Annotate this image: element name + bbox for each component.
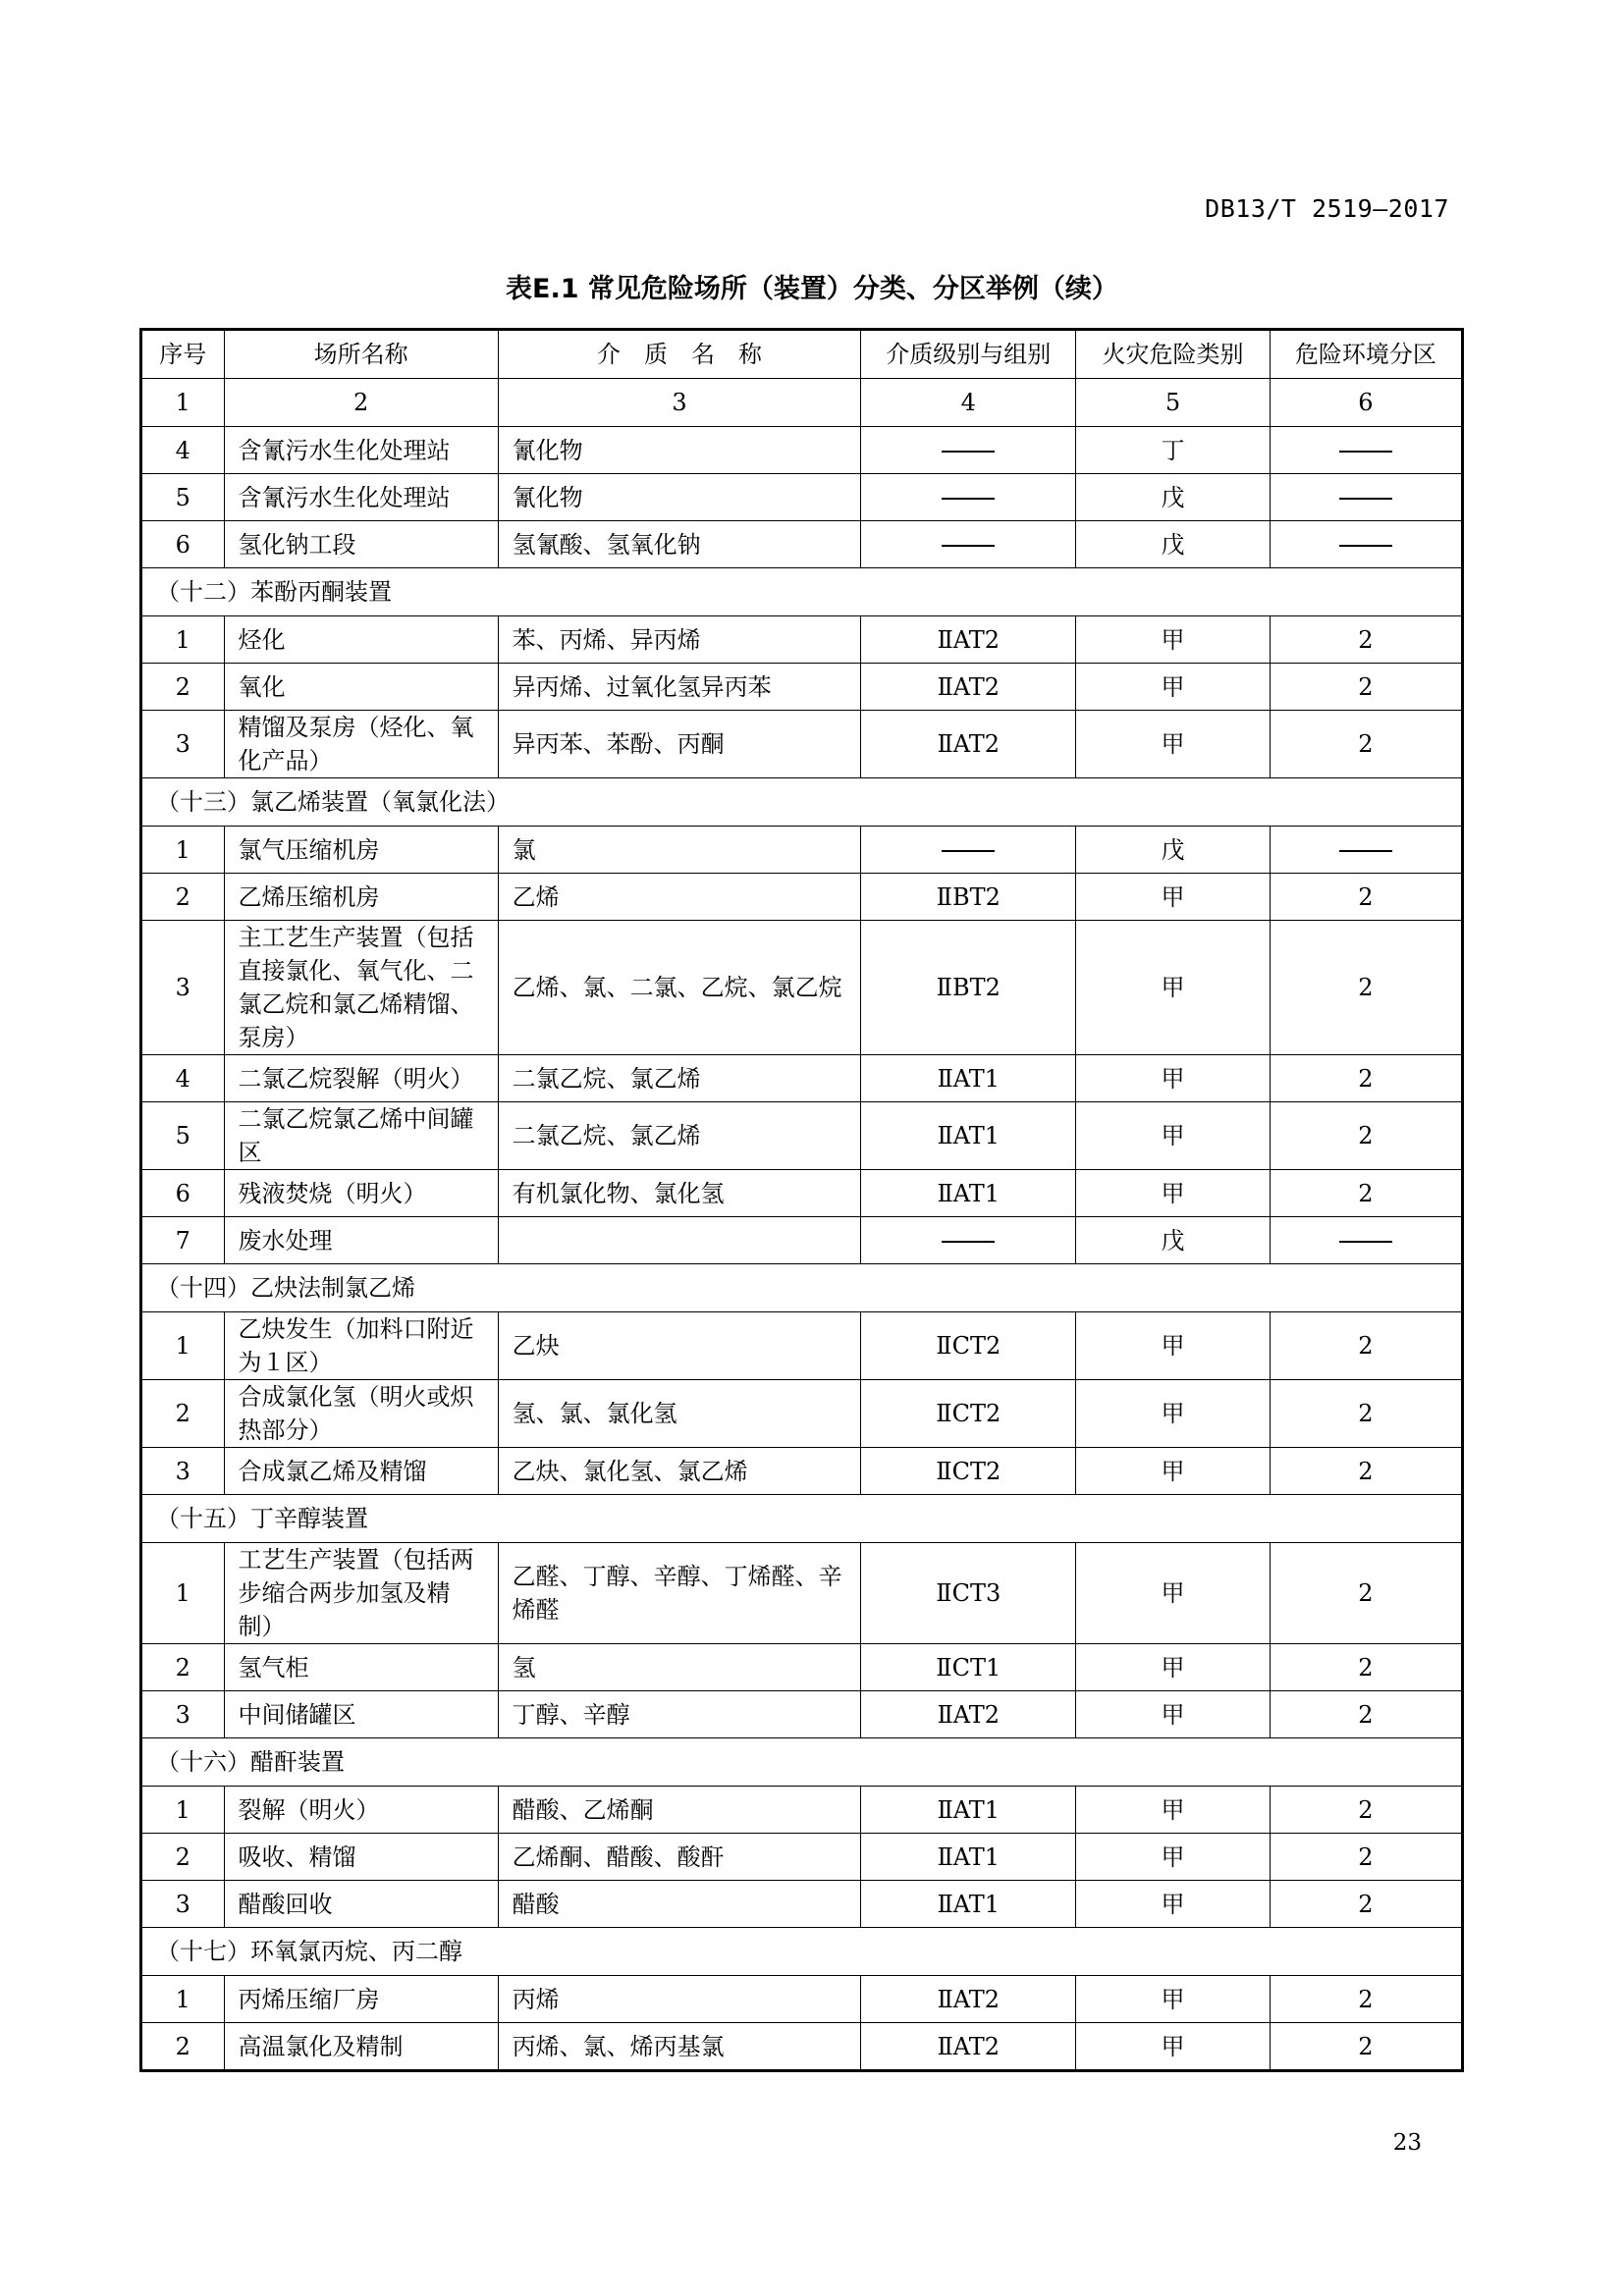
- fire-category: 甲: [1076, 1170, 1271, 1217]
- table-row: [141, 616, 1463, 664]
- table-row: [141, 1976, 1463, 2023]
- medium-name: 二氯乙烷、氯乙烯: [498, 1055, 861, 1102]
- table-row: [141, 1543, 1463, 1644]
- place-name: 工艺生产装置（包括两步缩合两步加氢及精制）: [224, 1543, 498, 1644]
- column-number-row: [141, 379, 1463, 427]
- place-name: 烃化: [224, 616, 498, 664]
- hazard-zone: 2: [1270, 1543, 1462, 1644]
- row-number: 5: [141, 474, 225, 521]
- table-title: 表E.1 常见危险场所（装置）分类、分区举例（续）: [506, 274, 1118, 304]
- table-row: [141, 427, 1463, 474]
- medium-name: 乙炔、氯化氢、氯乙烯: [498, 1448, 861, 1495]
- row-number: 4: [141, 1055, 225, 1102]
- place-name: 主工艺生产装置（包括直接氯化、氧气化、二氯乙烷和氯乙烯精馏、泵房）: [224, 921, 498, 1055]
- medium-name: 乙炔: [498, 1312, 861, 1380]
- dash-mark: [1339, 545, 1392, 547]
- row-number: 1: [141, 616, 225, 664]
- place-name: 裂解（明火）: [224, 1787, 498, 1834]
- table-row: [141, 1448, 1463, 1495]
- medium-name: 氢、氯、氯化氢: [498, 1380, 861, 1448]
- table-row: [141, 1691, 1463, 1738]
- row-number: 1: [141, 1976, 225, 2023]
- place-name: 氯气压缩机房: [224, 827, 498, 874]
- hazard-zone: 2: [1270, 1881, 1462, 1928]
- dash-mark: [942, 545, 995, 547]
- row-number: 2: [141, 664, 225, 711]
- table-row: [141, 474, 1463, 521]
- section-title: （十五）丁辛醇装置: [141, 1495, 1463, 1543]
- medium-grade: ⅡAT1: [861, 1170, 1076, 1217]
- medium-name: 异丙苯、苯酚、丙酮: [498, 711, 861, 778]
- medium-name: [498, 1217, 861, 1264]
- row-number: 5: [141, 1102, 225, 1170]
- medium-name: 乙烯酮、醋酸、酸酐: [498, 1834, 861, 1881]
- row-number: 1: [141, 1787, 225, 1834]
- place-name: 乙烯压缩机房: [224, 874, 498, 921]
- place-name: 中间储罐区: [224, 1691, 498, 1738]
- section-row: [141, 568, 1463, 616]
- medium-name: 丙烯: [498, 1976, 861, 2023]
- row-number: 7: [141, 1217, 225, 1264]
- fire-category: 戊: [1076, 1217, 1271, 1264]
- hazard-zone: [1270, 427, 1462, 474]
- col-number: 6: [1270, 379, 1462, 427]
- row-number: 3: [141, 1691, 225, 1738]
- medium-grade: ⅡBT2: [861, 921, 1076, 1055]
- table-row: [141, 1055, 1463, 1102]
- place-name: 合成氯乙烯及精馏: [224, 1448, 498, 1495]
- medium-grade: ⅡAT1: [861, 1055, 1076, 1102]
- hazard-zone: 2: [1270, 2023, 1462, 2071]
- medium-name: 氯: [498, 827, 861, 874]
- medium-grade: ⅡAT2: [861, 616, 1076, 664]
- row-number: 2: [141, 874, 225, 921]
- table-row: [141, 2023, 1463, 2071]
- hazard-zone: 2: [1270, 1055, 1462, 1102]
- col-number: 3: [498, 379, 861, 427]
- hazard-zone: 2: [1270, 921, 1462, 1055]
- place-name: 氢气柜: [224, 1644, 498, 1691]
- hazard-zone: 2: [1270, 1834, 1462, 1881]
- table-row: [141, 1170, 1463, 1217]
- dash-mark: [1339, 498, 1392, 500]
- place-name: 含氰污水生化处理站: [224, 427, 498, 474]
- medium-grade: [861, 1217, 1076, 1264]
- hazard-zone: 2: [1270, 1102, 1462, 1170]
- row-number: 3: [141, 1881, 225, 1928]
- section-row: [141, 778, 1463, 827]
- hazard-zone: 2: [1270, 1448, 1462, 1495]
- medium-grade: ⅡCT1: [861, 1644, 1076, 1691]
- place-name: 残液焚烧（明火）: [224, 1170, 498, 1217]
- fire-category: 甲: [1076, 2023, 1271, 2071]
- medium-grade: ⅡCT3: [861, 1543, 1076, 1644]
- hazard-zone: 2: [1270, 1312, 1462, 1380]
- col-header-grade: 介质级别与组别: [861, 330, 1076, 379]
- place-name: 丙烯压缩厂房: [224, 1976, 498, 2023]
- hazard-zone: 2: [1270, 1976, 1462, 2023]
- table-row: [141, 1102, 1463, 1170]
- place-name: 废水处理: [224, 1217, 498, 1264]
- medium-grade: ⅡAT2: [861, 664, 1076, 711]
- medium-grade: ⅡAT2: [861, 1976, 1076, 2023]
- medium-name: 乙醛、丁醇、辛醇、丁烯醛、辛烯醛: [498, 1543, 861, 1644]
- header-row: [141, 330, 1463, 379]
- fire-category: 戊: [1076, 474, 1271, 521]
- medium-grade: [861, 474, 1076, 521]
- hazard-zone: 2: [1270, 1787, 1462, 1834]
- fire-category: 甲: [1076, 1691, 1271, 1738]
- medium-name: 氢: [498, 1644, 861, 1691]
- hazard-zone: 2: [1270, 1380, 1462, 1448]
- fire-category: 甲: [1076, 1380, 1271, 1448]
- fire-category: 甲: [1076, 1787, 1271, 1834]
- hazard-zone: [1270, 521, 1462, 568]
- place-name: 醋酸回收: [224, 1881, 498, 1928]
- fire-category: 戊: [1076, 827, 1271, 874]
- place-name: 氧化: [224, 664, 498, 711]
- dash-mark: [942, 451, 995, 453]
- table-row: [141, 664, 1463, 711]
- place-name: 氢化钠工段: [224, 521, 498, 568]
- fire-category: 甲: [1076, 1312, 1271, 1380]
- section-title: （十三）氯乙烯装置（氧氯化法）: [141, 778, 1463, 827]
- medium-name: 异丙烯、过氧化氢异丙苯: [498, 664, 861, 711]
- row-number: 1: [141, 1543, 225, 1644]
- place-name: 二氯乙烷裂解（明火）: [224, 1055, 498, 1102]
- dash-mark: [1339, 451, 1392, 453]
- medium-name: 丙烯、氯、烯丙基氯: [498, 2023, 861, 2071]
- medium-grade: [861, 521, 1076, 568]
- medium-grade: ⅡAT1: [861, 1881, 1076, 1928]
- place-name: 合成氯化氢（明火或炽热部分）: [224, 1380, 498, 1448]
- medium-name: 丁醇、辛醇: [498, 1691, 861, 1738]
- fire-category: 甲: [1076, 1055, 1271, 1102]
- dash-mark: [942, 498, 995, 500]
- hazard-zone: [1270, 1217, 1462, 1264]
- row-number: 6: [141, 521, 225, 568]
- row-number: 2: [141, 1380, 225, 1448]
- medium-grade: ⅡCT2: [861, 1312, 1076, 1380]
- hazard-zone: 2: [1270, 1170, 1462, 1217]
- hazard-zone: 2: [1270, 1691, 1462, 1738]
- row-number: 6: [141, 1170, 225, 1217]
- col-number: 5: [1076, 379, 1271, 427]
- col-number: 1: [141, 379, 225, 427]
- col-header-zone: 危险环境分区: [1270, 330, 1462, 379]
- row-number: 1: [141, 827, 225, 874]
- medium-grade: ⅡAT1: [861, 1102, 1076, 1170]
- row-number: 3: [141, 1448, 225, 1495]
- hazard-classification-table: [139, 328, 1464, 2072]
- dash-mark: [942, 1241, 995, 1243]
- section-title: （十二）苯酚丙酮装置: [141, 568, 1463, 616]
- medium-grade: [861, 427, 1076, 474]
- place-name: 精馏及泵房（烃化、氧化产品）: [224, 711, 498, 778]
- section-title: （十四）乙炔法制氯乙烯: [141, 1264, 1463, 1312]
- row-number: 3: [141, 711, 225, 778]
- section-title: （十七）环氧氯丙烷、丙二醇: [141, 1928, 1463, 1976]
- col-number: 4: [861, 379, 1076, 427]
- fire-category: 甲: [1076, 1644, 1271, 1691]
- table-row: [141, 1644, 1463, 1691]
- medium-grade: ⅡAT2: [861, 2023, 1076, 2071]
- place-name: 乙炔发生（加料口附近为１区）: [224, 1312, 498, 1380]
- fire-category: 甲: [1076, 874, 1271, 921]
- hazard-zone: [1270, 474, 1462, 521]
- table-row: [141, 1834, 1463, 1881]
- hazard-zone: 2: [1270, 664, 1462, 711]
- hazard-zone: [1270, 827, 1462, 874]
- medium-name: 醋酸、乙烯酮: [498, 1787, 861, 1834]
- place-name: 二氯乙烷氯乙烯中间罐区: [224, 1102, 498, 1170]
- dash-mark: [1339, 1241, 1392, 1243]
- table-row: [141, 1312, 1463, 1380]
- medium-grade: ⅡCT2: [861, 1380, 1076, 1448]
- medium-grade: ⅡAT1: [861, 1834, 1076, 1881]
- fire-category: 戊: [1076, 521, 1271, 568]
- table-row: [141, 1217, 1463, 1264]
- row-number: 3: [141, 921, 225, 1055]
- fire-category: 甲: [1076, 921, 1271, 1055]
- section-row: [141, 1264, 1463, 1312]
- col-header-place: 场所名称: [224, 330, 498, 379]
- fire-category: 甲: [1076, 664, 1271, 711]
- row-number: 2: [141, 1644, 225, 1691]
- fire-category: 甲: [1076, 1881, 1271, 1928]
- medium-grade: ⅡAT2: [861, 711, 1076, 778]
- table-row: [141, 1881, 1463, 1928]
- table-row: [141, 921, 1463, 1055]
- medium-grade: ⅡCT2: [861, 1448, 1076, 1495]
- table-row: [141, 1380, 1463, 1448]
- medium-grade: ⅡBT2: [861, 874, 1076, 921]
- col-header-medium: 介 质 名 称: [498, 330, 861, 379]
- medium-name: 乙烯、氯、二氯、乙烷、氯乙烷: [498, 921, 861, 1055]
- row-number: 2: [141, 1834, 225, 1881]
- section-row: [141, 1495, 1463, 1543]
- hazard-zone: 2: [1270, 874, 1462, 921]
- fire-category: 甲: [1076, 1543, 1271, 1644]
- dash-mark: [1339, 850, 1392, 852]
- row-number: 2: [141, 2023, 225, 2071]
- medium-grade: ⅡAT1: [861, 1787, 1076, 1834]
- medium-name: 氢氰酸、氢氧化钠: [498, 521, 861, 568]
- medium-name: 氰化物: [498, 427, 861, 474]
- row-number: 1: [141, 1312, 225, 1380]
- dash-mark: [942, 850, 995, 852]
- medium-name: 苯、丙烯、异丙烯: [498, 616, 861, 664]
- fire-category: 甲: [1076, 711, 1271, 778]
- fire-category: 甲: [1076, 616, 1271, 664]
- place-name: 吸收、精馏: [224, 1834, 498, 1881]
- col-number: 2: [224, 379, 498, 427]
- section-title: （十六）醋酐装置: [141, 1738, 1463, 1787]
- medium-name: 氰化物: [498, 474, 861, 521]
- table-row: [141, 521, 1463, 568]
- table-row: [141, 827, 1463, 874]
- place-name: 含氰污水生化处理站: [224, 474, 498, 521]
- document-code: DB13/T 2519—2017: [1205, 194, 1449, 223]
- place-name: 高温氯化及精制: [224, 2023, 498, 2071]
- hazard-zone: 2: [1270, 616, 1462, 664]
- section-row: [141, 1928, 1463, 1976]
- fire-category: 甲: [1076, 1102, 1271, 1170]
- fire-category: 甲: [1076, 1976, 1271, 2023]
- section-row: [141, 1738, 1463, 1787]
- medium-name: 醋酸: [498, 1881, 861, 1928]
- hazard-zone: 2: [1270, 711, 1462, 778]
- table-row: [141, 711, 1463, 778]
- medium-grade: [861, 827, 1076, 874]
- page-number: 23: [1392, 2130, 1422, 2156]
- fire-category: 丁: [1076, 427, 1271, 474]
- row-number: 4: [141, 427, 225, 474]
- col-header-fire: 火灾危险类别: [1076, 330, 1271, 379]
- medium-name: 乙烯: [498, 874, 861, 921]
- fire-category: 甲: [1076, 1448, 1271, 1495]
- medium-grade: ⅡAT2: [861, 1691, 1076, 1738]
- col-header-no: 序号: [141, 330, 225, 379]
- medium-name: 有机氯化物、氯化氢: [498, 1170, 861, 1217]
- fire-category: 甲: [1076, 1834, 1271, 1881]
- table-row: [141, 1787, 1463, 1834]
- hazard-zone: 2: [1270, 1644, 1462, 1691]
- table-row: [141, 874, 1463, 921]
- medium-name: 二氯乙烷、氯乙烯: [498, 1102, 861, 1170]
